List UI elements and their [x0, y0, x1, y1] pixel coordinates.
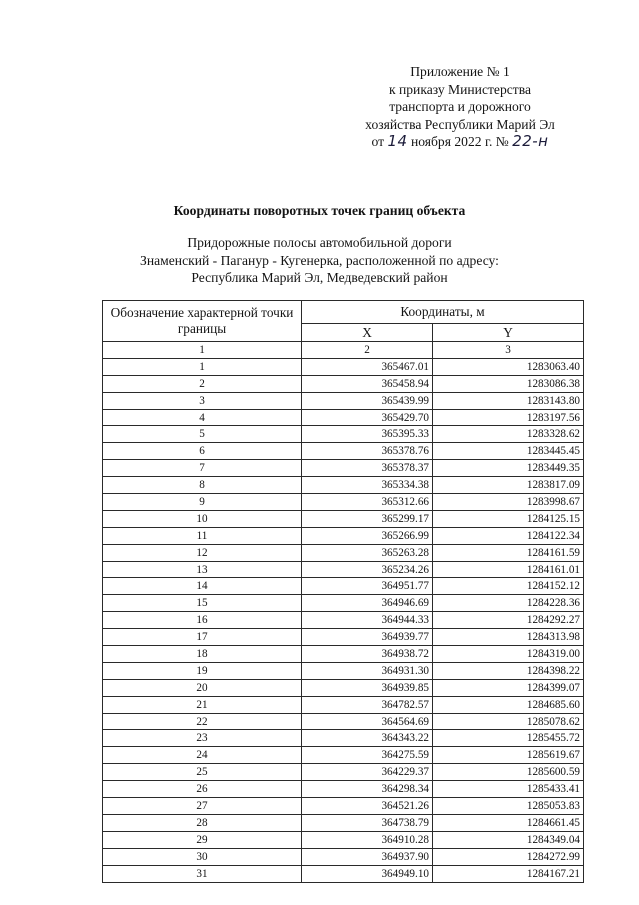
document-subtitle: [0, 234, 639, 287]
subtitle-line-3: Республика Марий Эл, Медведевский район: [191, 270, 448, 285]
table-row: [103, 510, 584, 527]
x-coord-cell: 364910.28: [302, 831, 433, 848]
x-coord-cell: 365334.38: [302, 477, 433, 494]
y-coord-cell: 1283449.35: [433, 460, 584, 477]
point-id-cell: 27: [103, 798, 302, 815]
y-coord-cell: 1284349.04: [433, 831, 584, 848]
x-coord-cell: 364298.34: [302, 781, 433, 798]
point-id-cell: 11: [103, 527, 302, 544]
x-coord-cell: 365395.33: [302, 426, 433, 443]
y-coord-cell: 1283328.62: [433, 426, 584, 443]
x-coord-cell: 365299.17: [302, 510, 433, 527]
appendix-line-1: Приложение № 1: [410, 64, 510, 79]
point-id-cell: 12: [103, 544, 302, 561]
y-coord-cell: 1283817.09: [433, 477, 584, 494]
table-row: [103, 544, 584, 561]
appendix-line-2: к приказу Министерства: [388, 81, 532, 97]
table-row: [103, 865, 584, 882]
point-id-cell: 26: [103, 781, 302, 798]
table-row: [103, 595, 584, 612]
table-row: [103, 527, 584, 544]
y-coord-cell: 1284272.99: [433, 848, 584, 865]
y-coord-cell: 1283445.45: [433, 443, 584, 460]
y-coord-cell: 1285078.62: [433, 713, 584, 730]
subtitle-line-2: Знаменский - Паганур - Кугенерка, расположенной по адресу:: [140, 252, 499, 268]
point-id-cell: 17: [103, 629, 302, 646]
x-coord-cell: 365378.37: [302, 460, 433, 477]
table-row: [103, 460, 584, 477]
x-coord-cell: 364946.69: [302, 595, 433, 612]
point-id-cell: 20: [103, 679, 302, 696]
table-row: [103, 662, 584, 679]
point-id-cell: 24: [103, 747, 302, 764]
point-id-cell: 19: [103, 662, 302, 679]
table-row: [103, 646, 584, 663]
x-coord-cell: 364343.22: [302, 730, 433, 747]
index-cell-2: 2: [302, 342, 433, 359]
point-id-cell: 21: [103, 696, 302, 713]
point-id-cell: 14: [103, 578, 302, 595]
table-row: [103, 848, 584, 865]
point-id-cell: 4: [103, 409, 302, 426]
point-id-cell: 9: [103, 494, 302, 511]
y-coord-cell: 1284319.00: [433, 646, 584, 663]
point-id-cell: 30: [103, 848, 302, 865]
col-point-header: Обозначение характерной точки границы: [103, 301, 302, 342]
table-row: [103, 696, 584, 713]
y-coord-cell: 1284122.34: [433, 527, 584, 544]
x-coord-cell: 364564.69: [302, 713, 433, 730]
x-coord-cell: 365266.99: [302, 527, 433, 544]
x-coord-cell: 364521.26: [302, 798, 433, 815]
appendix-header: [352, 63, 568, 151]
x-coord-cell: 365312.66: [302, 494, 433, 511]
x-coord-cell: 365458.94: [302, 375, 433, 392]
handwritten-order-number: 22-н: [512, 132, 549, 150]
x-coord-cell: 365263.28: [302, 544, 433, 561]
point-id-cell: 15: [103, 595, 302, 612]
point-id-cell: 6: [103, 443, 302, 460]
point-id-cell: 1: [103, 358, 302, 375]
point-id-cell: 28: [103, 814, 302, 831]
y-coord-cell: 1283197.56: [433, 409, 584, 426]
table-row: [103, 494, 584, 511]
table-row: [103, 578, 584, 595]
y-coord-cell: 1283063.40: [433, 358, 584, 375]
point-id-cell: 31: [103, 865, 302, 882]
x-coord-cell: 364939.85: [302, 679, 433, 696]
point-id-cell: 16: [103, 612, 302, 629]
table-row: [103, 831, 584, 848]
table-row: [103, 375, 584, 392]
x-coord-cell: 364938.72: [302, 646, 433, 663]
x-coord-cell: 365429.70: [302, 409, 433, 426]
point-id-cell: 23: [103, 730, 302, 747]
table-body: [103, 342, 584, 883]
table-row: [103, 781, 584, 798]
subtitle-line-1: Придорожные полосы автомобильной дороги: [187, 235, 452, 250]
appendix-date-line: [352, 133, 568, 151]
y-coord-cell: 1284161.59: [433, 544, 584, 561]
y-coord-cell: 1284685.60: [433, 696, 584, 713]
point-id-cell: 29: [103, 831, 302, 848]
y-coord-cell: 1283143.80: [433, 392, 584, 409]
table-row: [103, 814, 584, 831]
table-row: [103, 713, 584, 730]
table-row: [103, 764, 584, 781]
x-coord-cell: 364951.77: [302, 578, 433, 595]
col-x-header: X: [302, 324, 433, 342]
y-coord-cell: 1285053.83: [433, 798, 584, 815]
x-coord-cell: 364937.90: [302, 848, 433, 865]
point-id-cell: 2: [103, 375, 302, 392]
date-prefix: от: [371, 134, 385, 149]
date-month-year: ноября 2022 г. №: [410, 134, 509, 149]
index-cell-1: 1: [103, 342, 302, 359]
table-row: [103, 443, 584, 460]
table-row: [103, 629, 584, 646]
y-coord-cell: 1284398.22: [433, 662, 584, 679]
table-row: [103, 561, 584, 578]
col-y-header: Y: [433, 324, 584, 342]
y-coord-cell: 1284161.01: [433, 561, 584, 578]
document-title: Координаты поворотных точек границ объекта: [173, 203, 466, 218]
table-row: [103, 747, 584, 764]
y-coord-cell: 1284661.45: [433, 814, 584, 831]
y-coord-cell: 1285600.59: [433, 764, 584, 781]
appendix-line-3: транспорта и дорожного: [389, 99, 531, 114]
index-row: [103, 342, 584, 359]
table-row: [103, 409, 584, 426]
y-coord-cell: 1284152.12: [433, 578, 584, 595]
table-row: [103, 798, 584, 815]
x-coord-cell: 365234.26: [302, 561, 433, 578]
table-row: [103, 392, 584, 409]
table-row: [103, 730, 584, 747]
y-coord-cell: 1285619.67: [433, 747, 584, 764]
x-coord-cell: 364275.59: [302, 747, 433, 764]
point-id-cell: 18: [103, 646, 302, 663]
point-id-cell: 10: [103, 510, 302, 527]
point-id-cell: 25: [103, 764, 302, 781]
table-row: [103, 612, 584, 629]
x-coord-cell: 364229.37: [302, 764, 433, 781]
x-coord-cell: 364738.79: [302, 814, 433, 831]
y-coord-cell: 1285433.41: [433, 781, 584, 798]
appendix-line-4: хозяйства Республики Марий Эл: [365, 116, 555, 132]
point-id-cell: 8: [103, 477, 302, 494]
col-coords-header: Координаты, м: [302, 301, 584, 324]
point-id-cell: 13: [103, 561, 302, 578]
table-row: [103, 477, 584, 494]
y-coord-cell: 1284292.27: [433, 612, 584, 629]
y-coord-cell: 1284313.98: [433, 629, 584, 646]
point-id-cell: 3: [103, 392, 302, 409]
table-row: [103, 679, 584, 696]
coordinates-table: [102, 300, 584, 883]
y-coord-cell: 1284167.21: [433, 865, 584, 882]
x-coord-cell: 364949.10: [302, 865, 433, 882]
y-coord-cell: 1283086.38: [433, 375, 584, 392]
x-coord-cell: 364944.33: [302, 612, 433, 629]
y-coord-cell: 1283998.67: [433, 494, 584, 511]
y-coord-cell: 1284228.36: [433, 595, 584, 612]
y-coord-cell: 1284399.07: [433, 679, 584, 696]
point-id-cell: 7: [103, 460, 302, 477]
x-coord-cell: 364782.57: [302, 696, 433, 713]
x-coord-cell: 365439.99: [302, 392, 433, 409]
x-coord-cell: 365378.76: [302, 443, 433, 460]
x-coord-cell: 364939.77: [302, 629, 433, 646]
y-coord-cell: 1285455.72: [433, 730, 584, 747]
point-id-cell: 5: [103, 426, 302, 443]
x-coord-cell: 365467.01: [302, 358, 433, 375]
table-row: [103, 426, 584, 443]
handwritten-day: 14: [387, 132, 408, 150]
y-coord-cell: 1284125.15: [433, 510, 584, 527]
index-cell-3: 3: [433, 342, 584, 359]
table-row: [103, 358, 584, 375]
point-id-cell: 22: [103, 713, 302, 730]
x-coord-cell: 364931.30: [302, 662, 433, 679]
